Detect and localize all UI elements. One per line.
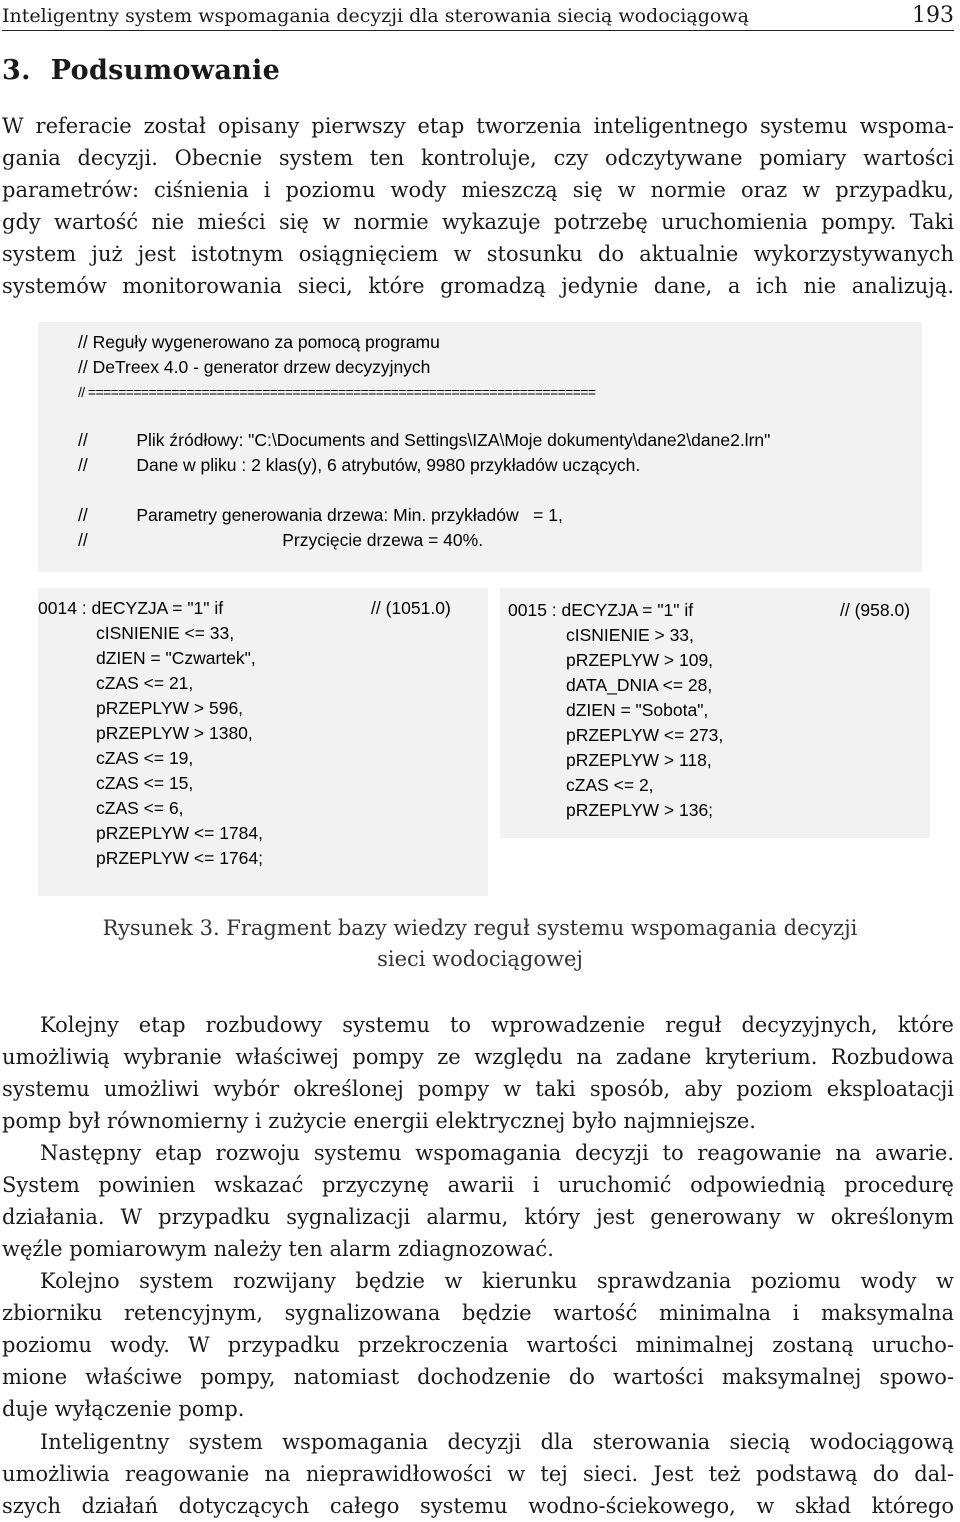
rule-weight: // (958.0) bbox=[840, 600, 911, 620]
text-line: Kolejno system rozwijany będzie w kierunku sprawdzania poziomu wody w bbox=[40, 1269, 954, 1293]
text-line: duje wyłączenie pomp. bbox=[2, 1397, 245, 1422]
text-line: działania. W przypadku sygnalizacji alarmu, który jest generowany w określonym bbox=[2, 1205, 954, 1230]
rule-condition: cISNIENIE <= 33, bbox=[96, 623, 235, 643]
text-line: umożliwia reagowanie na nieprawidłowości w tej sieci. Jest też podstawą do dal- bbox=[2, 1462, 954, 1487]
caption-line: sieci wodociągowej bbox=[377, 947, 583, 971]
text-line: umożliwią wybranie właściwej pompy ze względu na zadane kryterium. Rozbudowa bbox=[2, 1045, 954, 1070]
header-line: // Reguły wygenerowano za pomocą programu bbox=[78, 332, 440, 352]
rule-condition: pRZEPLYW > 1380, bbox=[96, 723, 253, 743]
rule-head: 0015 : dECYZJA = "1" if bbox=[508, 600, 694, 620]
rule-weight: // (1051.0) bbox=[371, 598, 451, 618]
rule-condition: cZAS <= 2, bbox=[566, 775, 654, 795]
page-number: 193 bbox=[912, 3, 954, 28]
paragraph-conclusion bbox=[2, 1426, 954, 1522]
rule-head: 0014 : dECYZJA = "1" if bbox=[38, 598, 224, 618]
text-line: mione właściwe pompy, natomiast dochodzenie do wartości maksymalnej spowo- bbox=[2, 1365, 954, 1390]
figure-header-screenshot bbox=[38, 322, 922, 572]
rule-condition: cISNIENIE > 33, bbox=[566, 625, 694, 645]
running-head bbox=[2, 2, 954, 31]
figure-caption bbox=[0, 913, 960, 975]
text-line: System powinien wskazać przyczynę awarii i uruchomić odpowiednią procedurę bbox=[2, 1173, 954, 1198]
param-line: // Przycięcie drzewa = 40%. bbox=[78, 530, 484, 550]
rule-condition: cZAS <= 15, bbox=[96, 773, 194, 793]
text-line: system już jest istotnym osiągnięciem w stosunku do aktualnie wykorzystywanych bbox=[2, 242, 954, 267]
section-heading bbox=[2, 55, 280, 86]
section-title: Podsumowanie bbox=[50, 55, 281, 86]
header-separator: // =================================================================== bbox=[78, 384, 596, 400]
rule-condition: cZAS <= 6, bbox=[96, 798, 184, 818]
text-line: Inteligentny system wspomagania decyzji dla sterowania siecią wodociągową bbox=[40, 1430, 954, 1454]
rule-condition: pRZEPLYW <= 1784, bbox=[96, 823, 263, 843]
param-line: // Parametry generowania drzewa: Min. przykładów = 1, bbox=[78, 505, 563, 525]
paragraph-reservoir bbox=[2, 1265, 954, 1425]
source-line: // Dane w pliku : 2 klas(y), 6 atrybutów, 9980 przykładów uczących. bbox=[78, 455, 641, 475]
text-line: systemów monitorowania sieci, które gromadzą jedynie dane, a ich nie analizują. bbox=[2, 274, 954, 299]
caption-line: Rysunek 3. Fragment bazy wiedzy reguł systemu wspomagania decyzji bbox=[102, 916, 858, 940]
text-line: gania decyzji. Obecnie system ten kontroluje, czy odczytywane pomiary wartości bbox=[2, 146, 954, 171]
running-head-title: Inteligentny system wspomagania decyzji dla sterowania siecią wodociągową bbox=[2, 5, 749, 27]
text-line: W referacie został opisany pierwszy etap tworzenia inteligentnego systemu wspoma- bbox=[2, 114, 954, 138]
rule-condition: pRZEPLYW <= 273, bbox=[566, 725, 724, 745]
rule-0014-screenshot bbox=[38, 588, 488, 896]
text-line: gdy wartość nie mieści się w normie wykazuje potrzebę uruchomienia pompy. Taki bbox=[2, 210, 954, 235]
text-line: Następny etap rozwoju systemu wspomagania decyzji to reagowanie na awarie. bbox=[40, 1141, 954, 1165]
header-line: // DeTreex 4.0 - generator drzew decyzyjnych bbox=[78, 357, 431, 377]
rule-condition: cZAS <= 19, bbox=[96, 748, 194, 768]
text-line: szych działań dotyczących całego systemu wodno-ściekowego, w skład którego bbox=[2, 1494, 954, 1519]
paragraph-next-stage bbox=[2, 1009, 954, 1137]
rule-condition: cZAS <= 21, bbox=[96, 673, 194, 693]
text-line: poziomu wody. W przypadku przekroczenia wartości minimalnej zostaną urucho- bbox=[2, 1333, 954, 1358]
section-number: 3. bbox=[2, 55, 31, 86]
source-line: // Plik źródłowy: "C:\Documents and Settings\IZA\Moje dokumenty\dane2\dane2.lrn" bbox=[78, 430, 771, 450]
rule-condition: dZIEN = "Sobota", bbox=[566, 700, 709, 720]
text-line: zbiorniku retencyjnym, sygnalizowana będzie wartość minimalna i maksymalna bbox=[2, 1301, 954, 1326]
paragraph-failures bbox=[2, 1137, 954, 1265]
rule-condition: pRZEPLYW > 109, bbox=[566, 650, 714, 670]
text-line: systemu umożliwi wybór określonej pompy w taki sposób, aby poziom eksploatacji bbox=[2, 1077, 954, 1102]
rule-condition: pRZEPLYW > 136; bbox=[566, 800, 714, 820]
text-line: Kolejny etap rozbudowy systemu to wprowadzenie reguł decyzyjnych, które bbox=[40, 1013, 954, 1037]
paragraph-intro bbox=[2, 110, 954, 303]
text-line: pomp był równomierny i zużycie energii elektrycznej było najmniejsze. bbox=[2, 1109, 756, 1134]
rule-0015-screenshot bbox=[500, 588, 930, 838]
text-line: węźle pomiarowym należy ten alarm zdiagnozować. bbox=[2, 1237, 554, 1262]
rule-condition: dZIEN = "Czwartek", bbox=[96, 648, 256, 668]
rule-condition: dATA_DNIA <= 28, bbox=[566, 675, 713, 695]
rule-condition: pRZEPLYW > 596, bbox=[96, 698, 244, 718]
rule-condition: pRZEPLYW <= 1764; bbox=[96, 848, 263, 868]
rule-condition: pRZEPLYW > 118, bbox=[566, 750, 712, 770]
text-line: parametrów: ciśnienia i poziomu wody mieszczą się w normie oraz w przypadku, bbox=[2, 178, 954, 203]
